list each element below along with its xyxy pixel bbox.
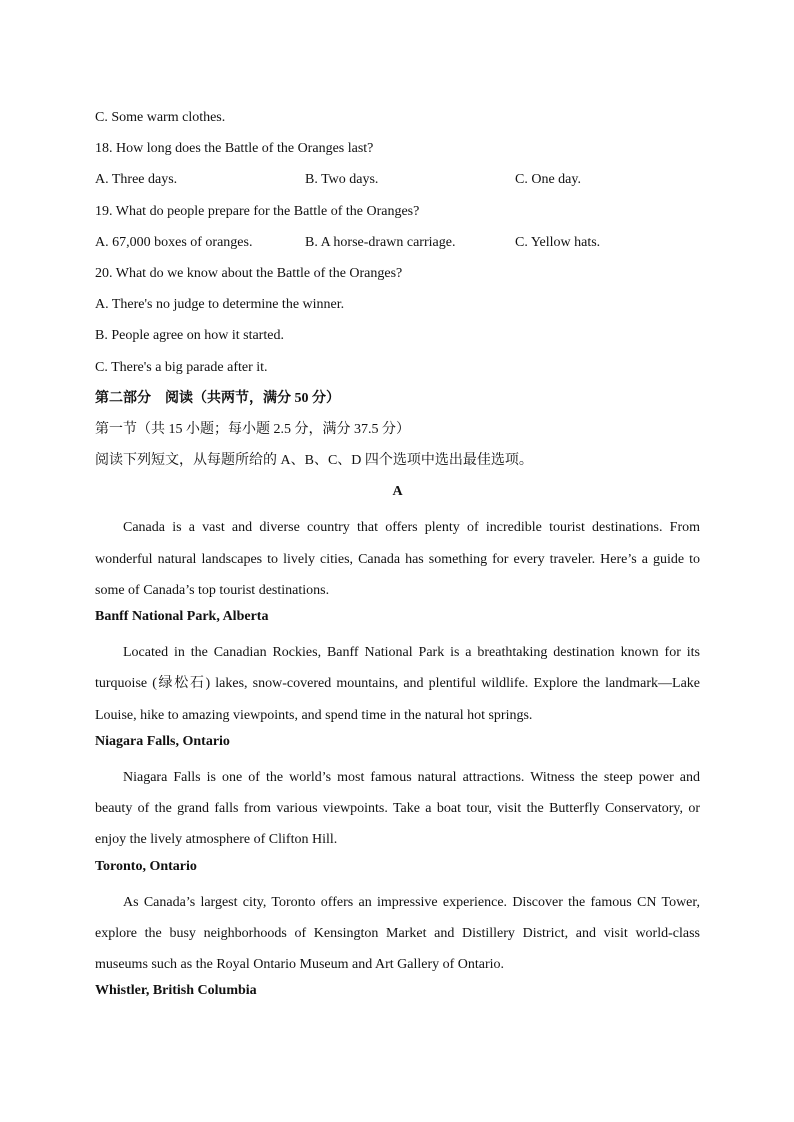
reading-instruction: 阅读下列短文，从每题所给的 A、B、C、D 四个选项中选出最佳选项。 — [95, 453, 533, 469]
section1-heading: 第一节（共 15 小题；每小题 2.5 分，满分 37.5 分） — [95, 421, 410, 437]
toronto-heading: Toronto, Ontario — [95, 858, 197, 874]
q18-question: 18. How long does the Battle of the Oranges last? — [95, 141, 374, 157]
part2-heading: 第二部分 阅读（共两节，满分 50 分） — [95, 390, 340, 406]
whistler-heading: Whistler, British Columbia — [95, 983, 257, 999]
q17-option-c: C. Some warm clothes. — [95, 110, 226, 125]
toronto-paragraph: As Canada’s largest city, Toronto offers an impressive experience. Discover the famous CN Tower, explore the busy neighborhoods of Kensington Market and Distillery District, and visit world-class museums such as the Royal Ontario Museum and Art Gallery of Ontario. — [95, 894, 700, 973]
document-page — [95, 107, 700, 1012]
q19-option-a: A. 67,000 boxes of oranges. — [95, 234, 253, 250]
q19-options — [95, 232, 700, 263]
q18-option-a: A. Three days. — [95, 172, 178, 188]
banff-paragraph: Located in the Canadian Rockies, Banff National Park is a breathtaking destination known for its turquoise (绿松石) lakes, snow-covered mountains, and plentiful wildlife. Explore the landmark—Lake Louise, hike to amazing viewpoints, and spend time in the natural hot springs. — [95, 645, 700, 723]
q18-option-b: B. Two days. — [305, 172, 379, 188]
q20-option-b: B. People agree on how it started. — [95, 328, 284, 344]
niagara-paragraph: Niagara Falls is one of the world’s most famous natural attractions. Witness the steep power and beauty of the grand falls from various viewpoints. Take a boat tour, visit the Butterfly Conservatory, or enjoy the lively atmosphere of Clifton Hill. — [95, 770, 700, 848]
passage-intro: Canada is a vast and diverse country that offers plenty of incredible tourist destinations. From wonderful natural landscapes to lively cities, Canada has something for every traveler. Here’s a guide to some of Canada’s top tourist destinations. — [95, 520, 700, 598]
q20-option-c: C. There's a big parade after it. — [95, 359, 268, 375]
q19-option-c: C. Yellow hats. — [515, 234, 601, 250]
q18-option-c: C. One day. — [515, 172, 581, 188]
passage-label: A — [392, 484, 403, 500]
q19-question: 19. What do people prepare for the Battle of the Oranges? — [95, 203, 420, 219]
q19-option-b: B. A horse-drawn carriage. — [305, 234, 456, 250]
banff-heading: Banff National Park, Alberta — [95, 609, 269, 625]
q20-option-a: A. There's no judge to determine the winner. — [95, 297, 345, 313]
niagara-heading: Niagara Falls, Ontario — [95, 733, 230, 749]
q18-options — [95, 169, 700, 200]
q20-question: 20. What do we know about the Battle of the Oranges? — [95, 265, 403, 281]
